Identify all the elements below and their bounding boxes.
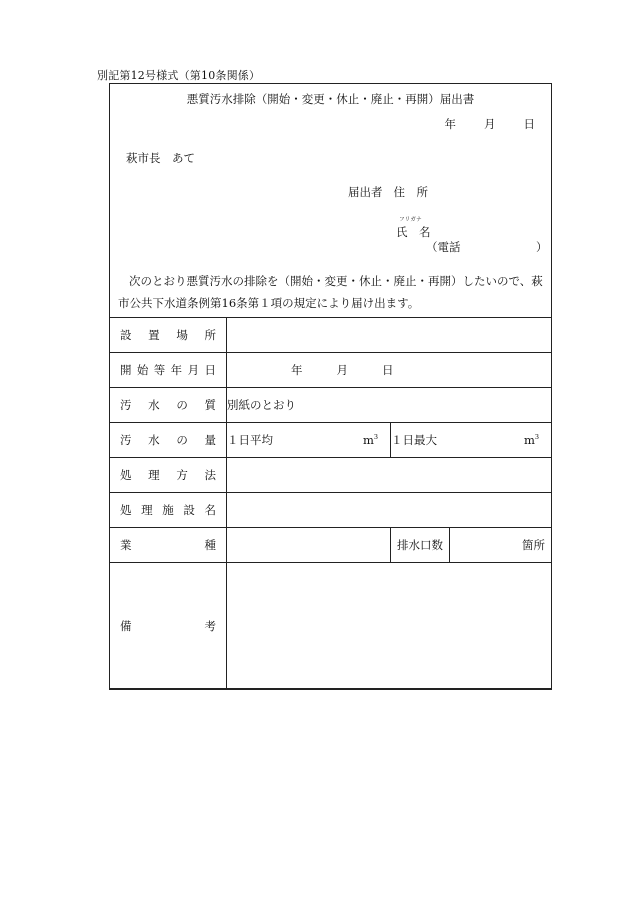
label-char: 設 [120, 328, 132, 342]
label-char: 月 [187, 363, 200, 377]
label-char: の [176, 433, 188, 447]
label-char: 量 [204, 433, 216, 447]
label-char: 施 [162, 503, 174, 517]
facility-input[interactable] [227, 493, 552, 528]
start-month-label: 月 [336, 363, 348, 377]
applicant-address [348, 184, 428, 200]
applicant-label: 届出者 [348, 185, 383, 199]
label-char: 場 [176, 328, 188, 342]
method-input[interactable] [227, 458, 552, 493]
label-char: 水 [148, 398, 160, 412]
label-char: 始 [136, 363, 149, 377]
label-char: 年 [170, 363, 183, 377]
phone-label: （電話 [426, 240, 461, 254]
remarks-label [110, 563, 227, 690]
name-label: 氏 名 [396, 225, 431, 239]
label-char: 理 [141, 503, 153, 517]
label-char: 処 [120, 503, 132, 517]
industry-label [110, 528, 227, 563]
outlets-unit: 箇所 [522, 538, 545, 552]
daily-max-unit: $m^3$ [523, 433, 539, 447]
daily-max-label: １日最大 [391, 433, 437, 447]
start-date-input[interactable] [227, 353, 552, 388]
notification-form [109, 83, 552, 689]
label-char: 開 [120, 363, 132, 377]
daily-average-unit: $m^3$ [362, 433, 378, 447]
label-char: 日 [204, 363, 216, 377]
label-char: 汚 [120, 433, 132, 447]
details-table [109, 317, 552, 690]
label-char: 設 [183, 503, 195, 517]
location-label [110, 318, 227, 353]
label-char: の [176, 398, 188, 412]
label-char: 水 [148, 433, 160, 447]
addressee: 萩市長 あて [126, 151, 195, 165]
location-input[interactable] [227, 318, 552, 353]
row-remarks [110, 563, 552, 690]
start-date-label [110, 353, 227, 388]
label-char: 所 [204, 328, 216, 342]
form-title: 悪質汚水排除（開始・変更・休止・廃止・再開）届出書 [186, 92, 475, 106]
label-char: 考 [204, 619, 216, 633]
form-number-label: 別記第12号様式（第10条関係） [97, 69, 261, 82]
row-method [110, 458, 552, 493]
label-char: 置 [148, 328, 160, 342]
outlets-input[interactable] [450, 528, 552, 563]
row-quality [110, 388, 552, 423]
remarks-input[interactable] [227, 563, 552, 690]
start-year-label: 年 [291, 363, 303, 377]
label-char: 汚 [120, 398, 132, 412]
submission-date [445, 116, 536, 132]
label-char: 名 [204, 503, 216, 517]
label-char: 種 [204, 538, 216, 552]
facility-label [110, 493, 227, 528]
method-label [110, 458, 227, 493]
label-char: 質 [204, 398, 216, 412]
row-start-date [110, 353, 552, 388]
label-char: 方 [176, 468, 188, 482]
label-char: 理 [148, 468, 160, 482]
label-char: 備 [120, 619, 132, 633]
industry-input[interactable] [227, 528, 391, 563]
phone-close: ） [536, 240, 548, 254]
furigana-label: フリガナ [399, 217, 422, 223]
daily-average-input[interactable] [227, 423, 391, 458]
phone-field [426, 239, 548, 255]
date-month-label: 月 [484, 117, 496, 131]
start-day-label: 日 [382, 363, 394, 377]
outlets-label: 排水口数 [391, 528, 450, 563]
label-char: 等 [153, 363, 166, 377]
daily-max-input[interactable] [391, 423, 552, 458]
quality-value[interactable]: 別紙のとおり [227, 388, 552, 423]
address-label: 住 所 [393, 185, 428, 199]
row-industry [110, 528, 552, 563]
date-year-label: 年 [444, 117, 456, 131]
date-day-label: 日 [523, 117, 535, 131]
row-location [110, 318, 552, 353]
row-volume [110, 423, 552, 458]
declaration-text: 次のとおり悪質汚水の排除を（開始・変更・休止・廃止・再開）したいので、萩市公共下水道条例第16条第１項の規定により届け出ます。 [118, 274, 543, 310]
label-char: 法 [204, 468, 216, 482]
label-char: 業 [120, 538, 132, 552]
volume-label [110, 423, 227, 458]
row-facility [110, 493, 552, 528]
daily-average-label: １日平均 [227, 433, 273, 447]
label-char: 処 [120, 468, 132, 482]
quality-label [110, 388, 227, 423]
